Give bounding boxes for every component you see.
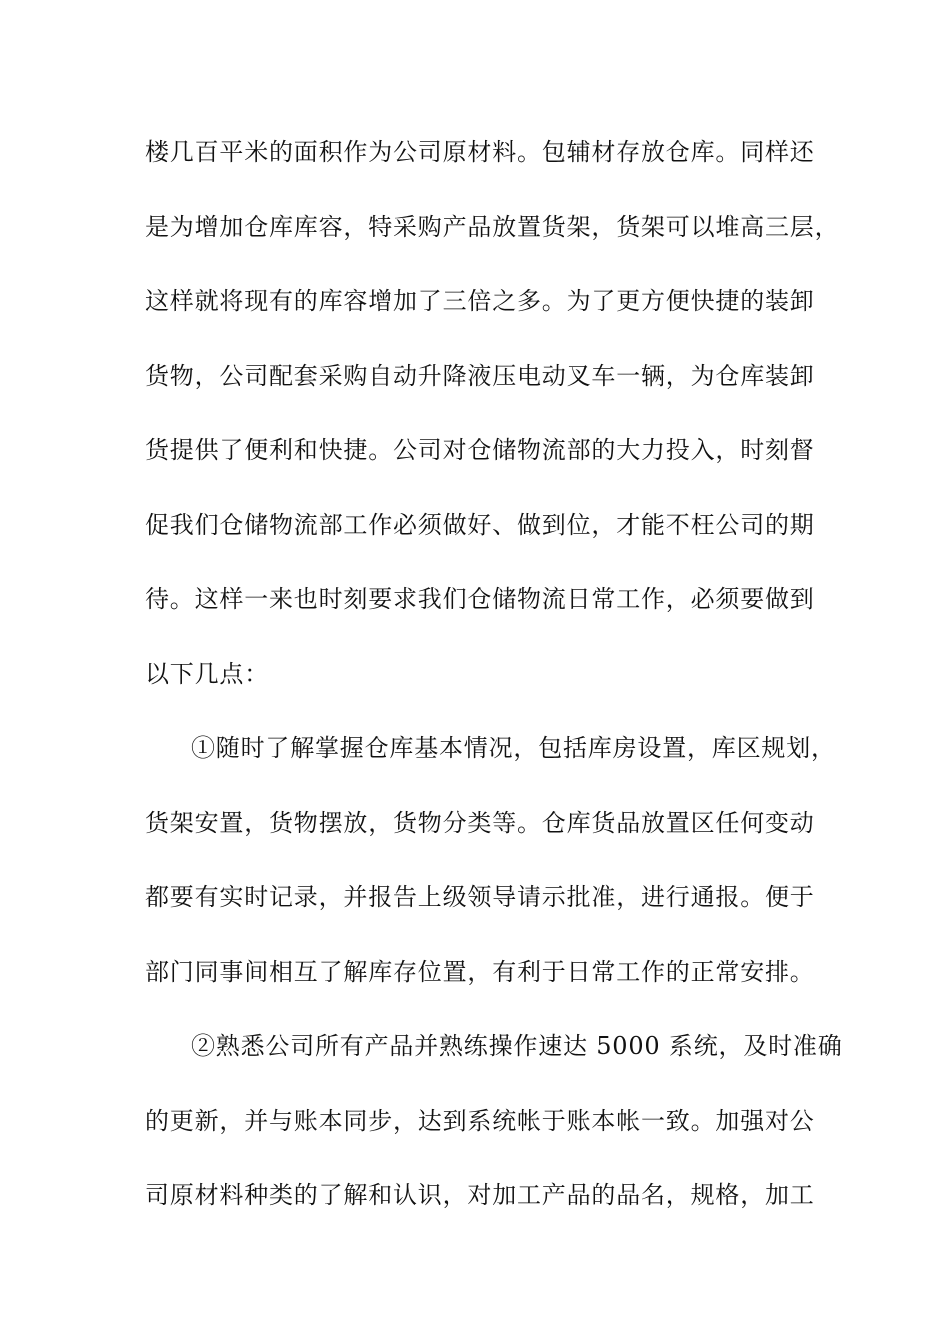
text-line: 楼几百平米的面积作为公司原材料。包辅材存放仓库。同样还 xyxy=(145,138,815,166)
text-line: 货架安置，货物摆放，货物分类等。仓库货品放置区任何变动 xyxy=(145,808,815,837)
text-line: 这样就将现有的库容增加了三倍之多。为了更方便快捷的装卸 xyxy=(145,287,815,315)
text-line: 待。这样一来也时刻要求我们仓储物流日常工作，必须要做到 xyxy=(145,585,815,613)
text-line-indented: ②熟悉公司所有产品并熟练操作速达 5000 系统，及时准确 xyxy=(191,1032,843,1060)
text-line: 的更新，并与账本同步，达到系统帐于账本帐一致。加强对公 xyxy=(145,1106,815,1135)
body-text xyxy=(145,130,843,1248)
text-line: 部门同事间相互了解库存位置，有利于日常工作的正常安排。 xyxy=(145,957,815,986)
text-line: 货物，公司配套采购自动升降液压电动叉车一辆，为仓库装卸 xyxy=(145,361,815,390)
text-line: 促我们仓储物流部工作必须做好、做到位，才能不枉公司的期 xyxy=(145,510,815,539)
text-line: 都要有实时记录，并报告上级领导请示批准，进行通报。便于 xyxy=(145,883,815,911)
text-line-indented: ①随时了解掌握仓库基本情况，包括库房设置，库区规划， xyxy=(191,734,836,762)
text-line: 司原材料种类的了解和认识，对加工产品的品名，规格，加工 xyxy=(145,1181,815,1209)
text-line: 以下几点： xyxy=(145,659,269,688)
text-line: 货提供了便利和快捷。公司对仓储物流部的大力投入，时刻督 xyxy=(145,436,815,464)
text-line: 是为增加仓库库容，特采购产品放置货架，货架可以堆高三层， xyxy=(145,212,840,241)
